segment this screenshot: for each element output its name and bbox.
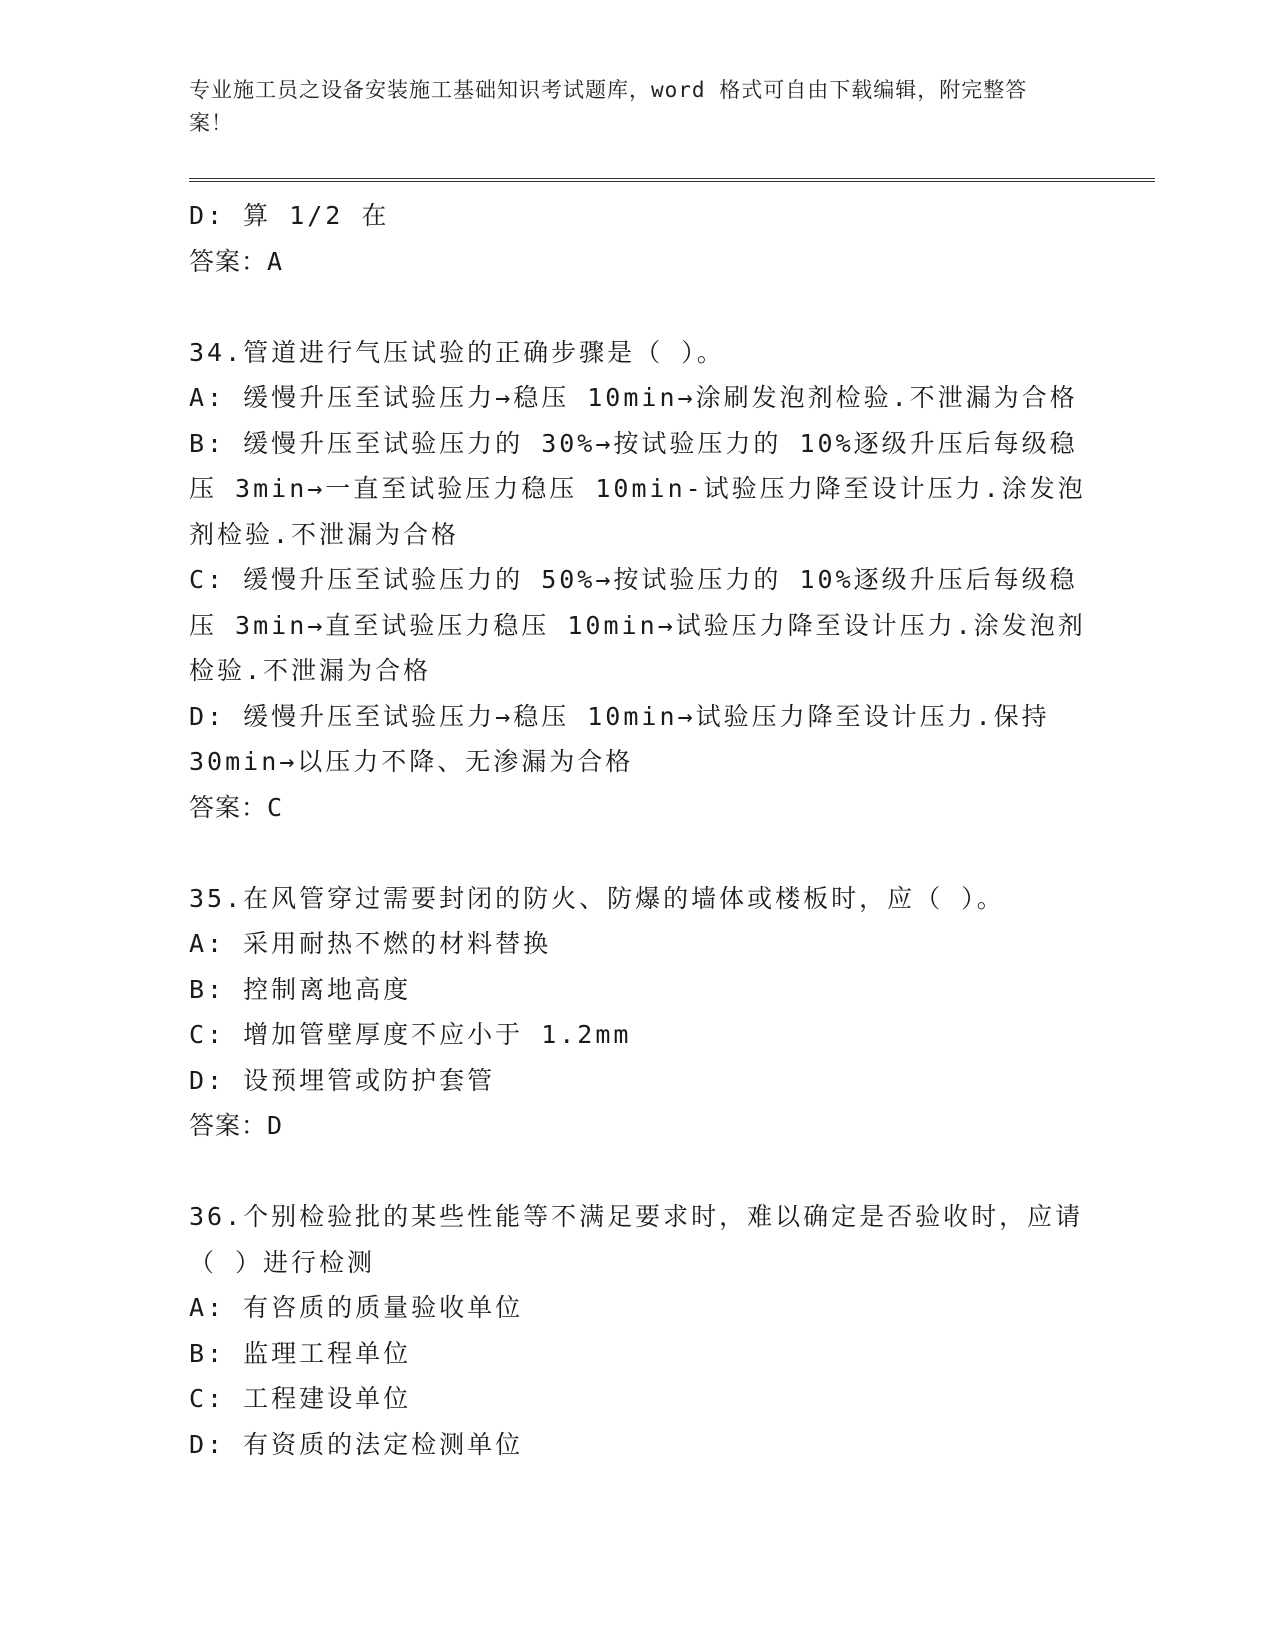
question-34 (189, 330, 1089, 831)
question-stem: 36.个别检验批的某些性能等不满足要求时，难以确定是否验收时，应请（ ）进行检测 (189, 1202, 1084, 1277)
answer-value: A (267, 246, 284, 276)
answer-value: C (267, 792, 284, 822)
option-c: C: 缓慢升压至试验压力的 50%→按试验压力的 10%逐级升压后每级稳压 3min→直至试验压力稳压 10min→试验压力降至设计压力.涂发泡剂检验.不泄漏为合格 (189, 565, 1086, 685)
answer-line (189, 239, 1089, 285)
option-a: A: 缓慢升压至试验压力→稳压 10min→涂刷发泡剂检验.不泄漏为合格 (189, 383, 1078, 412)
option-c: C: 工程建设单位 (189, 1384, 412, 1413)
option-b: B: 控制离地高度 (189, 974, 412, 1004)
option-d: D: 缓慢升压至试验压力→稳压 10min→试验压力降至设计压力.保持 30min→以压力不降、无渗漏为合格 (189, 701, 1050, 776)
option-c: C: 增加管壁厚度不应小于 1.2mm (189, 1020, 632, 1049)
header-title: 专业施工员之设备安装施工基础知识考试题库，word 格式可自由下载编辑，附完整答案！ (189, 78, 1028, 135)
header-divider (189, 178, 1155, 182)
option-b: B: 监理工程单位 (189, 1338, 412, 1368)
option-d: D: 有资质的法定检测单位 (189, 1429, 524, 1459)
question-36 (189, 1194, 1089, 1467)
answer-line (189, 1103, 1089, 1149)
option-a: A: 采用耐热不燃的材料替换 (189, 929, 552, 958)
answer-value: D (267, 1111, 284, 1140)
previous-question-tail (189, 193, 1089, 284)
answer-line (189, 785, 1089, 831)
question-content (189, 193, 1089, 1467)
answer-label: 答案： (189, 792, 268, 822)
document-header (189, 74, 1069, 140)
option-d: D: 算 1/2 在 (189, 201, 390, 230)
option-b: B: 缓慢升压至试验压力的 30%→按试验压力的 10%逐级升压后每级稳压 3min→一直至试验压力稳压 10min-试验压力降至设计压力.涂发泡剂检验.不泄漏为合格 (189, 428, 1086, 549)
answer-label: 答案： (189, 1111, 268, 1140)
question-35 (189, 876, 1089, 1149)
question-stem: 34.管道进行气压试验的正确步骤是（ ）。 (189, 337, 725, 367)
option-d: D: 设预埋管或防护套管 (189, 1065, 496, 1095)
answer-label: 答案： (189, 246, 268, 276)
question-stem: 35.在风管穿过需要封闭的防火、防爆的墙体或楼板时，应（ ）。 (189, 883, 1005, 913)
option-a: A: 有咨质的质量验收单位 (189, 1293, 524, 1322)
